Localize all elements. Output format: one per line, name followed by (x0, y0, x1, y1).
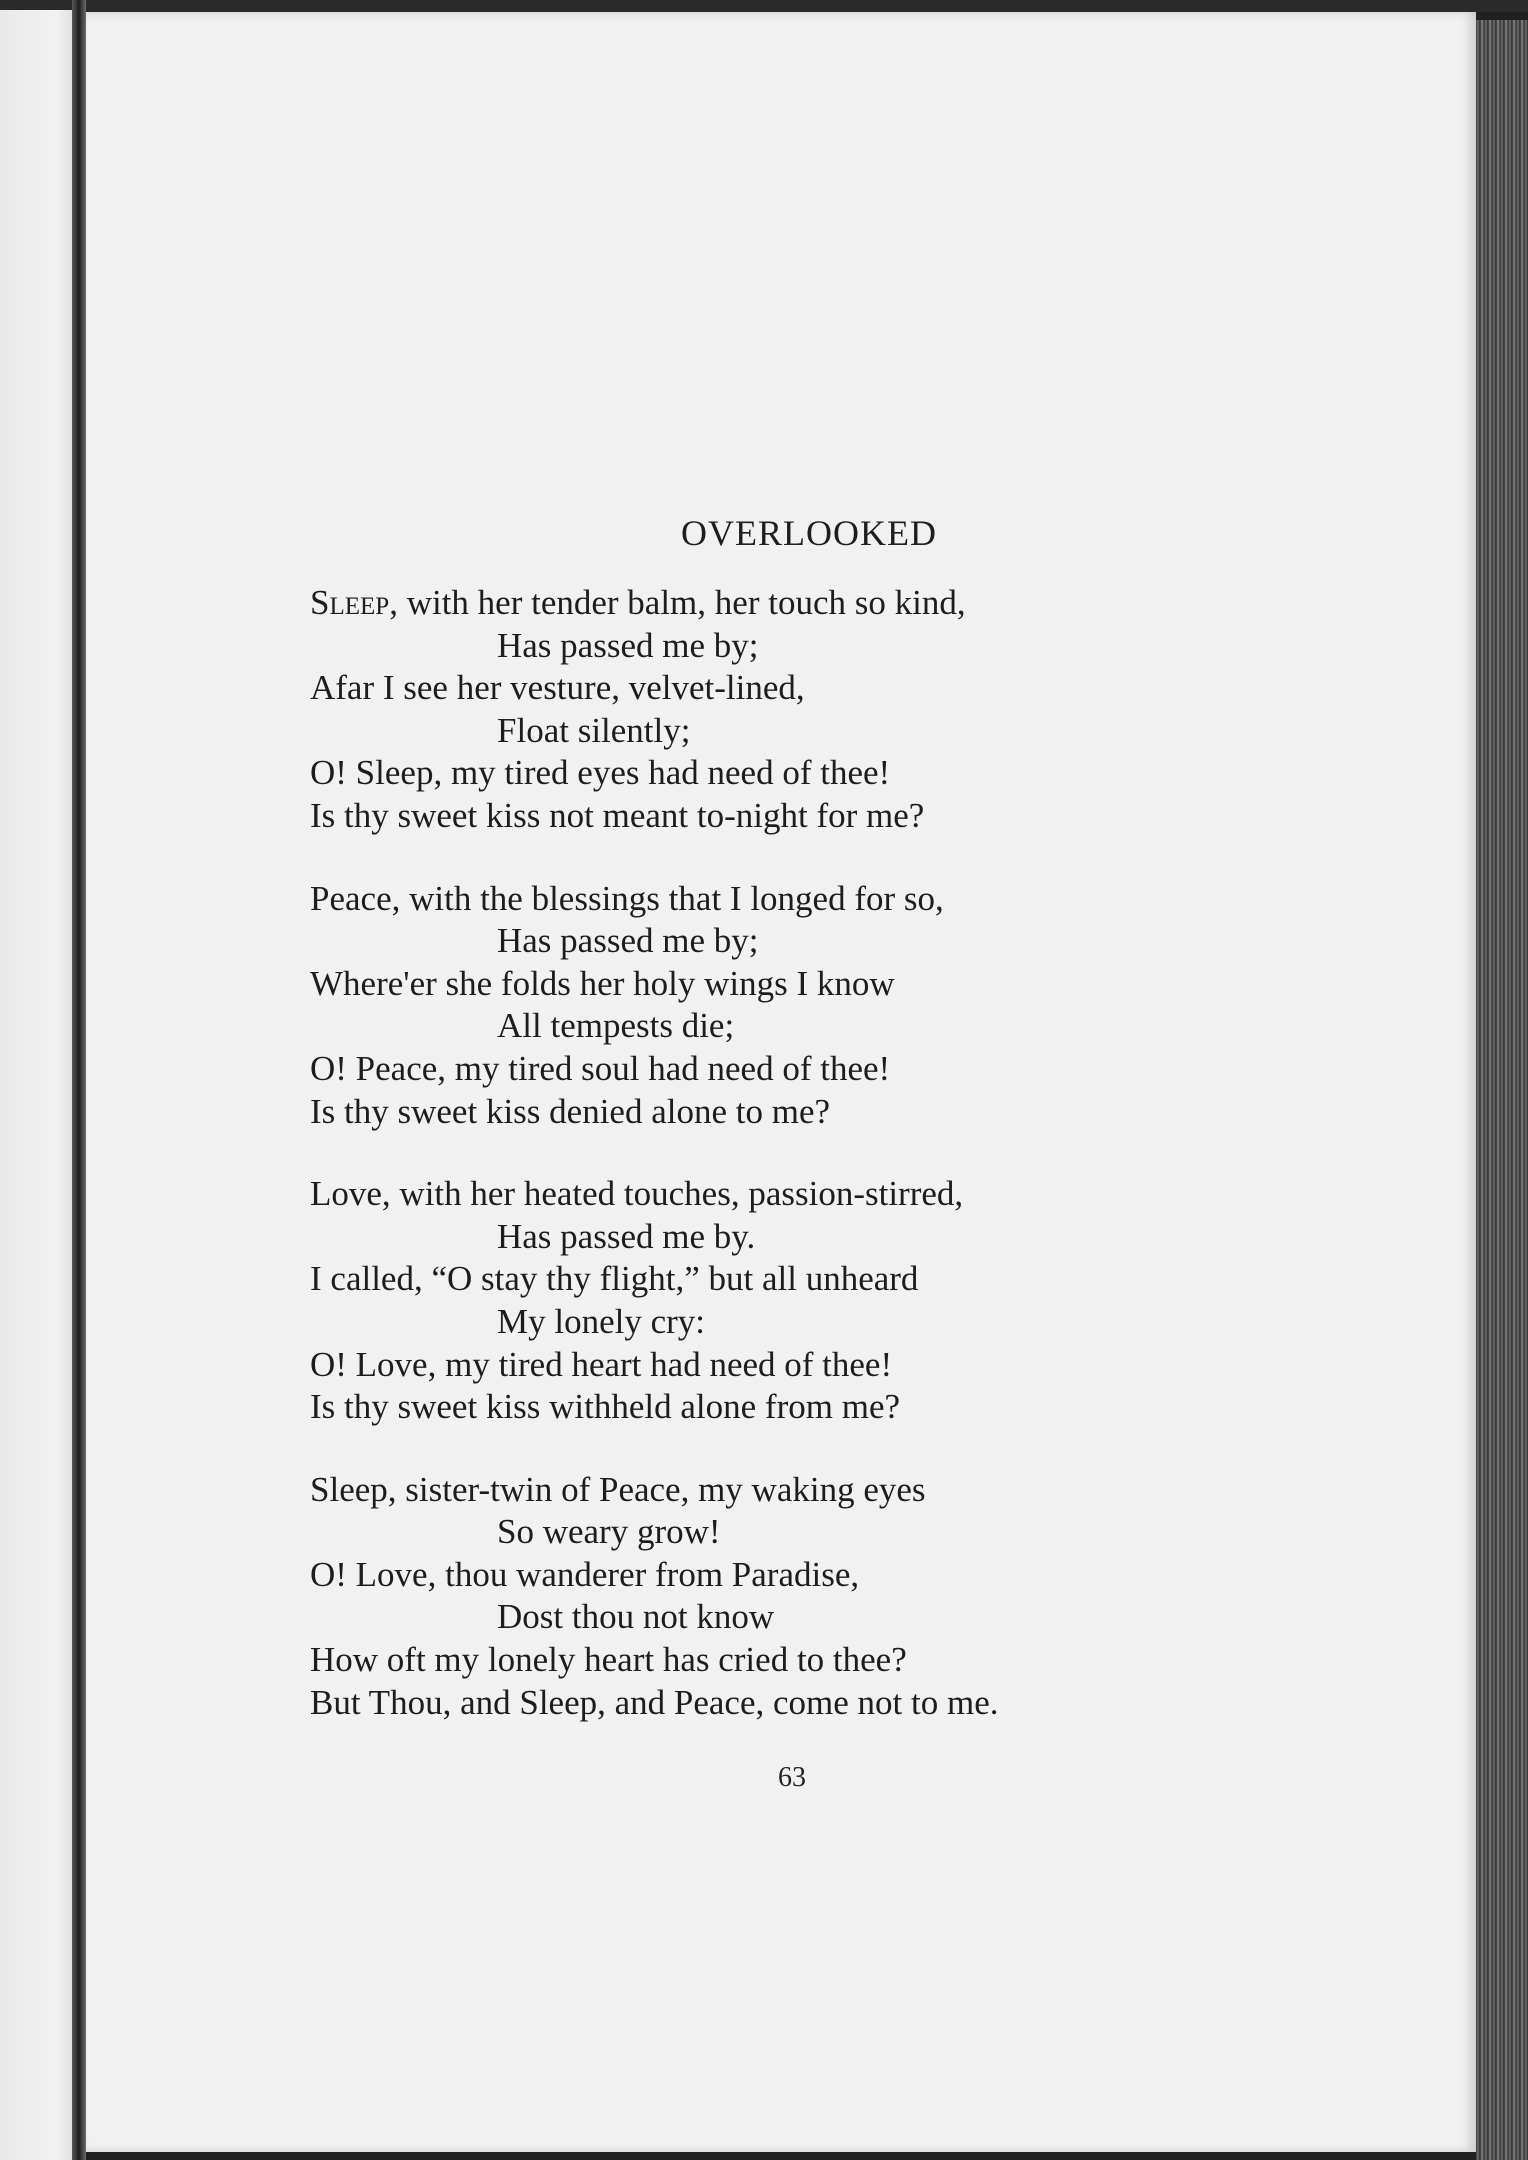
poem-line: Has passed me by; (497, 921, 759, 961)
book-page (86, 12, 1476, 2152)
poem-line (310, 582, 1210, 625)
stanza-1 (310, 582, 1210, 838)
poem-line: But Thou, and Sleep, and Peace, come not to me. (310, 1682, 999, 1722)
poem-line: Dost thou not know (497, 1597, 775, 1637)
poem-line: Has passed me by; (497, 625, 759, 665)
stanza-2 (310, 878, 1210, 1134)
poem-title: OVERLOOKED (681, 513, 937, 553)
line-text: , with her tender balm, her touch so kind, (389, 583, 966, 622)
poem-line: How oft my lonely heart has cried to thee? (310, 1640, 907, 1680)
poem-line: Is thy sweet kiss not meant to-night for me? (310, 795, 925, 835)
poem-line: Is thy sweet kiss denied alone to me? (310, 1091, 831, 1131)
poem-line: Has passed me by. (497, 1216, 756, 1256)
left-page-edge (0, 10, 80, 2160)
poem-line: Afar I see her vesture, velvet-lined, (310, 668, 805, 708)
poem-line: So weary grow! (497, 1512, 721, 1552)
top-edge (0, 0, 1528, 12)
poem-line: My lonely cry: (497, 1301, 706, 1341)
poem-line: Love, with her heated touches, passion-stirred, (310, 1174, 964, 1214)
stanza-3 (310, 1173, 1210, 1429)
poem-line: O! Peace, my tired soul had need of thee! (310, 1048, 891, 1088)
poem-line: Where'er she folds her holy wings I know (310, 963, 895, 1003)
poem-line: Is thy sweet kiss withheld alone from me? (310, 1387, 901, 1427)
page-edges (1476, 20, 1528, 2160)
stanza-4 (310, 1469, 1210, 1725)
poem-line: I called, “O stay thy flight,” but all unheard (310, 1259, 919, 1299)
poem-body (310, 582, 1210, 1724)
small-caps-word: Sleep (310, 583, 390, 622)
poem-line: Float silently; (497, 710, 691, 750)
poem-line: O! Sleep, my tired eyes had need of thee! (310, 753, 891, 793)
page-number: 63 (778, 1762, 806, 1793)
poem-line: O! Love, my tired heart had need of thee! (310, 1344, 893, 1384)
poem-line: Sleep, sister-twin of Peace, my waking eyes (310, 1469, 926, 1509)
book-gutter (72, 0, 86, 2160)
poem-line: Peace, with the blessings that I longed for so, (310, 878, 944, 918)
poem-line: All tempests die; (497, 1006, 735, 1046)
poem-line: O! Love, thou wanderer from Paradise, (310, 1554, 860, 1594)
